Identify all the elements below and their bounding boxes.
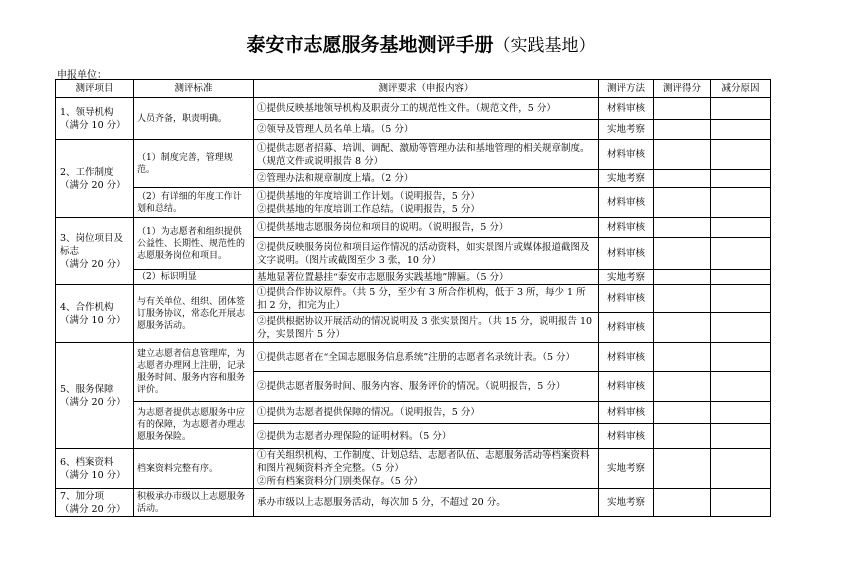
- standard-cell: 积极承办市级以上志愿服务活动。: [134, 489, 254, 517]
- requirement-cell: ①提供志愿者招募、培训、调配、激励等管理办法和基地管理的相关规章制度。（规范文件或说明报告 8 分）: [254, 140, 599, 170]
- requirement-cell: ①提供合作协议原件。（共 5 分，至少有 3 所合作机构，低于 3 所，每少 1 所扣 2 分，扣完为止）: [254, 285, 599, 313]
- item-cell: 7、加分项 （满分 20 分）: [56, 489, 134, 517]
- score-cell[interactable]: [654, 424, 711, 449]
- requirement-cell: ②提供反映服务岗位和项目运作情况的活动资料，如实景图片或媒体报道截图及文字说明。（图片或截图至少 3 张，10 分）: [254, 238, 599, 270]
- method-cell: 实地考察: [599, 489, 654, 517]
- table-row: [56, 285, 771, 313]
- standard-cell: 档案资料完整有序。: [134, 449, 254, 489]
- requirement-cell: ①提供基地的年度培训工作计划。（说明报告，5 分） ②提供基地的年度培训工作总结。（说明报告，5 分）: [254, 188, 599, 218]
- method-cell: 材料审核: [599, 285, 654, 313]
- method-cell: 材料审核: [599, 98, 654, 120]
- score-cell[interactable]: [654, 313, 711, 343]
- requirement-cell: ②提供志愿者服务时间、服务内容、服务评价的情况。（说明报告，5 分）: [254, 372, 599, 402]
- requirement-cell: ①提供志愿者在“全国志愿服务信息系统”注册的志愿者名录统计表。（5 分）: [254, 343, 599, 372]
- method-cell: 材料审核: [599, 372, 654, 402]
- unit-label: 申报单位：: [57, 70, 107, 81]
- score-cell[interactable]: [654, 170, 711, 188]
- deduction-cell[interactable]: [711, 238, 771, 270]
- requirement-cell: ①有关组织机构、工作制度、计划总结、志愿者队伍、志愿服务活动等档案资料和图片视频资料齐全完整。（5 分） ②所有档案资料分门别类保存。（5 分）: [254, 449, 599, 489]
- table-row: [56, 270, 771, 285]
- method-cell: 材料审核: [599, 402, 654, 424]
- deduction-cell[interactable]: [711, 218, 771, 238]
- requirement-cell: 基地显著位置悬挂“泰安市志愿服务实践基地”牌匾。（5 分）: [254, 270, 599, 285]
- table-row: [56, 343, 771, 372]
- requirement-cell: ②管理办法和规章制度上墙。（2 分）: [254, 170, 599, 188]
- table-row: [56, 402, 771, 424]
- header-method: 测评方法: [599, 80, 654, 98]
- method-cell: 材料审核: [599, 424, 654, 449]
- table-row: [56, 489, 771, 517]
- item-cell: 6、档案资料 （满分 10 分）: [56, 449, 134, 489]
- standard-cell: 建立志愿者信息管理库，为志愿者办理网上注册，记录服务时间、服务内容和服务评价。: [134, 343, 254, 402]
- score-cell[interactable]: [654, 98, 711, 120]
- deduction-cell[interactable]: [711, 98, 771, 120]
- method-cell: 实地考察: [599, 449, 654, 489]
- requirement-cell: ①提供基地志愿服务岗位和项目的说明。（说明报告，5 分）: [254, 218, 599, 238]
- score-cell[interactable]: [654, 402, 711, 424]
- deduction-cell[interactable]: [711, 449, 771, 489]
- score-cell[interactable]: [654, 120, 711, 140]
- requirement-cell: ②提供为志愿者办理保险的证明材料。（5 分）: [254, 424, 599, 449]
- method-cell: 实地考察: [599, 270, 654, 285]
- header-requirement: 测评要求（申报内容）: [254, 80, 599, 98]
- deduction-cell[interactable]: [711, 489, 771, 517]
- score-cell[interactable]: [654, 489, 711, 517]
- score-cell[interactable]: [654, 238, 711, 270]
- item-cell: 5、服务保障 （满分 20 分）: [56, 343, 134, 449]
- score-cell[interactable]: [654, 343, 711, 372]
- table-row: [56, 188, 771, 218]
- requirement-cell: ②领导及管理人员名单上墙。（5 分）: [254, 120, 599, 140]
- score-cell[interactable]: [654, 285, 711, 313]
- standard-cell: （1）制度完善，管理规范。: [134, 140, 254, 188]
- item-cell: 4、合作机构 （满分 10 分）: [56, 285, 134, 343]
- requirement-cell: ②提供根据协议开展活动的情况说明及 3 张实景图片。（共 15 分，说明报告 10 分，实景图片 5 分）: [254, 313, 599, 343]
- method-cell: 材料审核: [599, 218, 654, 238]
- header-item: 测评项目: [56, 80, 134, 98]
- item-cell: 2、工作制度 （满分 20 分）: [56, 140, 134, 218]
- deduction-cell[interactable]: [711, 285, 771, 313]
- table-row: [56, 140, 771, 170]
- deduction-cell[interactable]: [711, 140, 771, 170]
- deduction-cell[interactable]: [711, 372, 771, 402]
- method-cell: 材料审核: [599, 313, 654, 343]
- score-cell[interactable]: [654, 372, 711, 402]
- standard-cell: （2）有详细的年度工作计划和总结。: [134, 188, 254, 218]
- evaluation-table: [55, 79, 771, 517]
- method-cell: 材料审核: [599, 188, 654, 218]
- method-cell: 实地考察: [599, 170, 654, 188]
- deduction-cell[interactable]: [711, 170, 771, 188]
- requirement-cell: 承办市级以上志愿服务活动，每次加 5 分，不超过 20 分。: [254, 489, 599, 517]
- score-cell[interactable]: [654, 218, 711, 238]
- method-cell: 材料审核: [599, 343, 654, 372]
- method-cell: 实地考察: [599, 120, 654, 140]
- standard-cell: 为志愿者提供志愿服务中应有的保障，为志愿者办理志愿服务保险。: [134, 402, 254, 449]
- item-cell: 1、领导机构 （满分 10 分）: [56, 98, 134, 140]
- deduction-cell[interactable]: [711, 270, 771, 285]
- deduction-cell[interactable]: [711, 402, 771, 424]
- standard-cell: （2）标识明显: [134, 270, 254, 285]
- deduction-cell[interactable]: [711, 120, 771, 140]
- page-title: [0, 30, 842, 57]
- standard-cell: （1）为志愿者和组织提供公益性、长期性、规范性的志愿服务岗位和项目。: [134, 218, 254, 270]
- score-cell[interactable]: [654, 449, 711, 489]
- table-row: [56, 98, 771, 120]
- header-standard: 测评标准: [134, 80, 254, 98]
- requirement-cell: ①提供反映基地领导机构及职责分工的规范性文件。（规范文件，5 分）: [254, 98, 599, 120]
- header-deduction: 减分原因: [711, 80, 771, 98]
- score-cell[interactable]: [654, 188, 711, 218]
- header-score: 测评得分: [654, 80, 711, 98]
- deduction-cell[interactable]: [711, 188, 771, 218]
- title-sub: （实践基地）: [493, 36, 596, 56]
- table-row: [56, 218, 771, 238]
- requirement-cell: ①提供为志愿者提供保障的情况。（说明报告，5 分）: [254, 402, 599, 424]
- item-cell: 3、岗位项目及标志 （满分 20 分）: [56, 218, 134, 285]
- header-row: [56, 80, 771, 98]
- method-cell: 材料审核: [599, 238, 654, 270]
- deduction-cell[interactable]: [711, 313, 771, 343]
- table-row: [56, 449, 771, 489]
- deduction-cell[interactable]: [711, 424, 771, 449]
- score-cell[interactable]: [654, 140, 711, 170]
- method-cell: 材料审核: [599, 140, 654, 170]
- standard-cell: 人员齐备，职责明确。: [134, 98, 254, 140]
- score-cell[interactable]: [654, 270, 711, 285]
- title-main: 泰安市志愿服务基地测评手册: [246, 34, 494, 56]
- deduction-cell[interactable]: [711, 343, 771, 372]
- standard-cell: 与有关单位、组织、团体签订服务协议，常态化开展志愿服务活动。: [134, 285, 254, 343]
